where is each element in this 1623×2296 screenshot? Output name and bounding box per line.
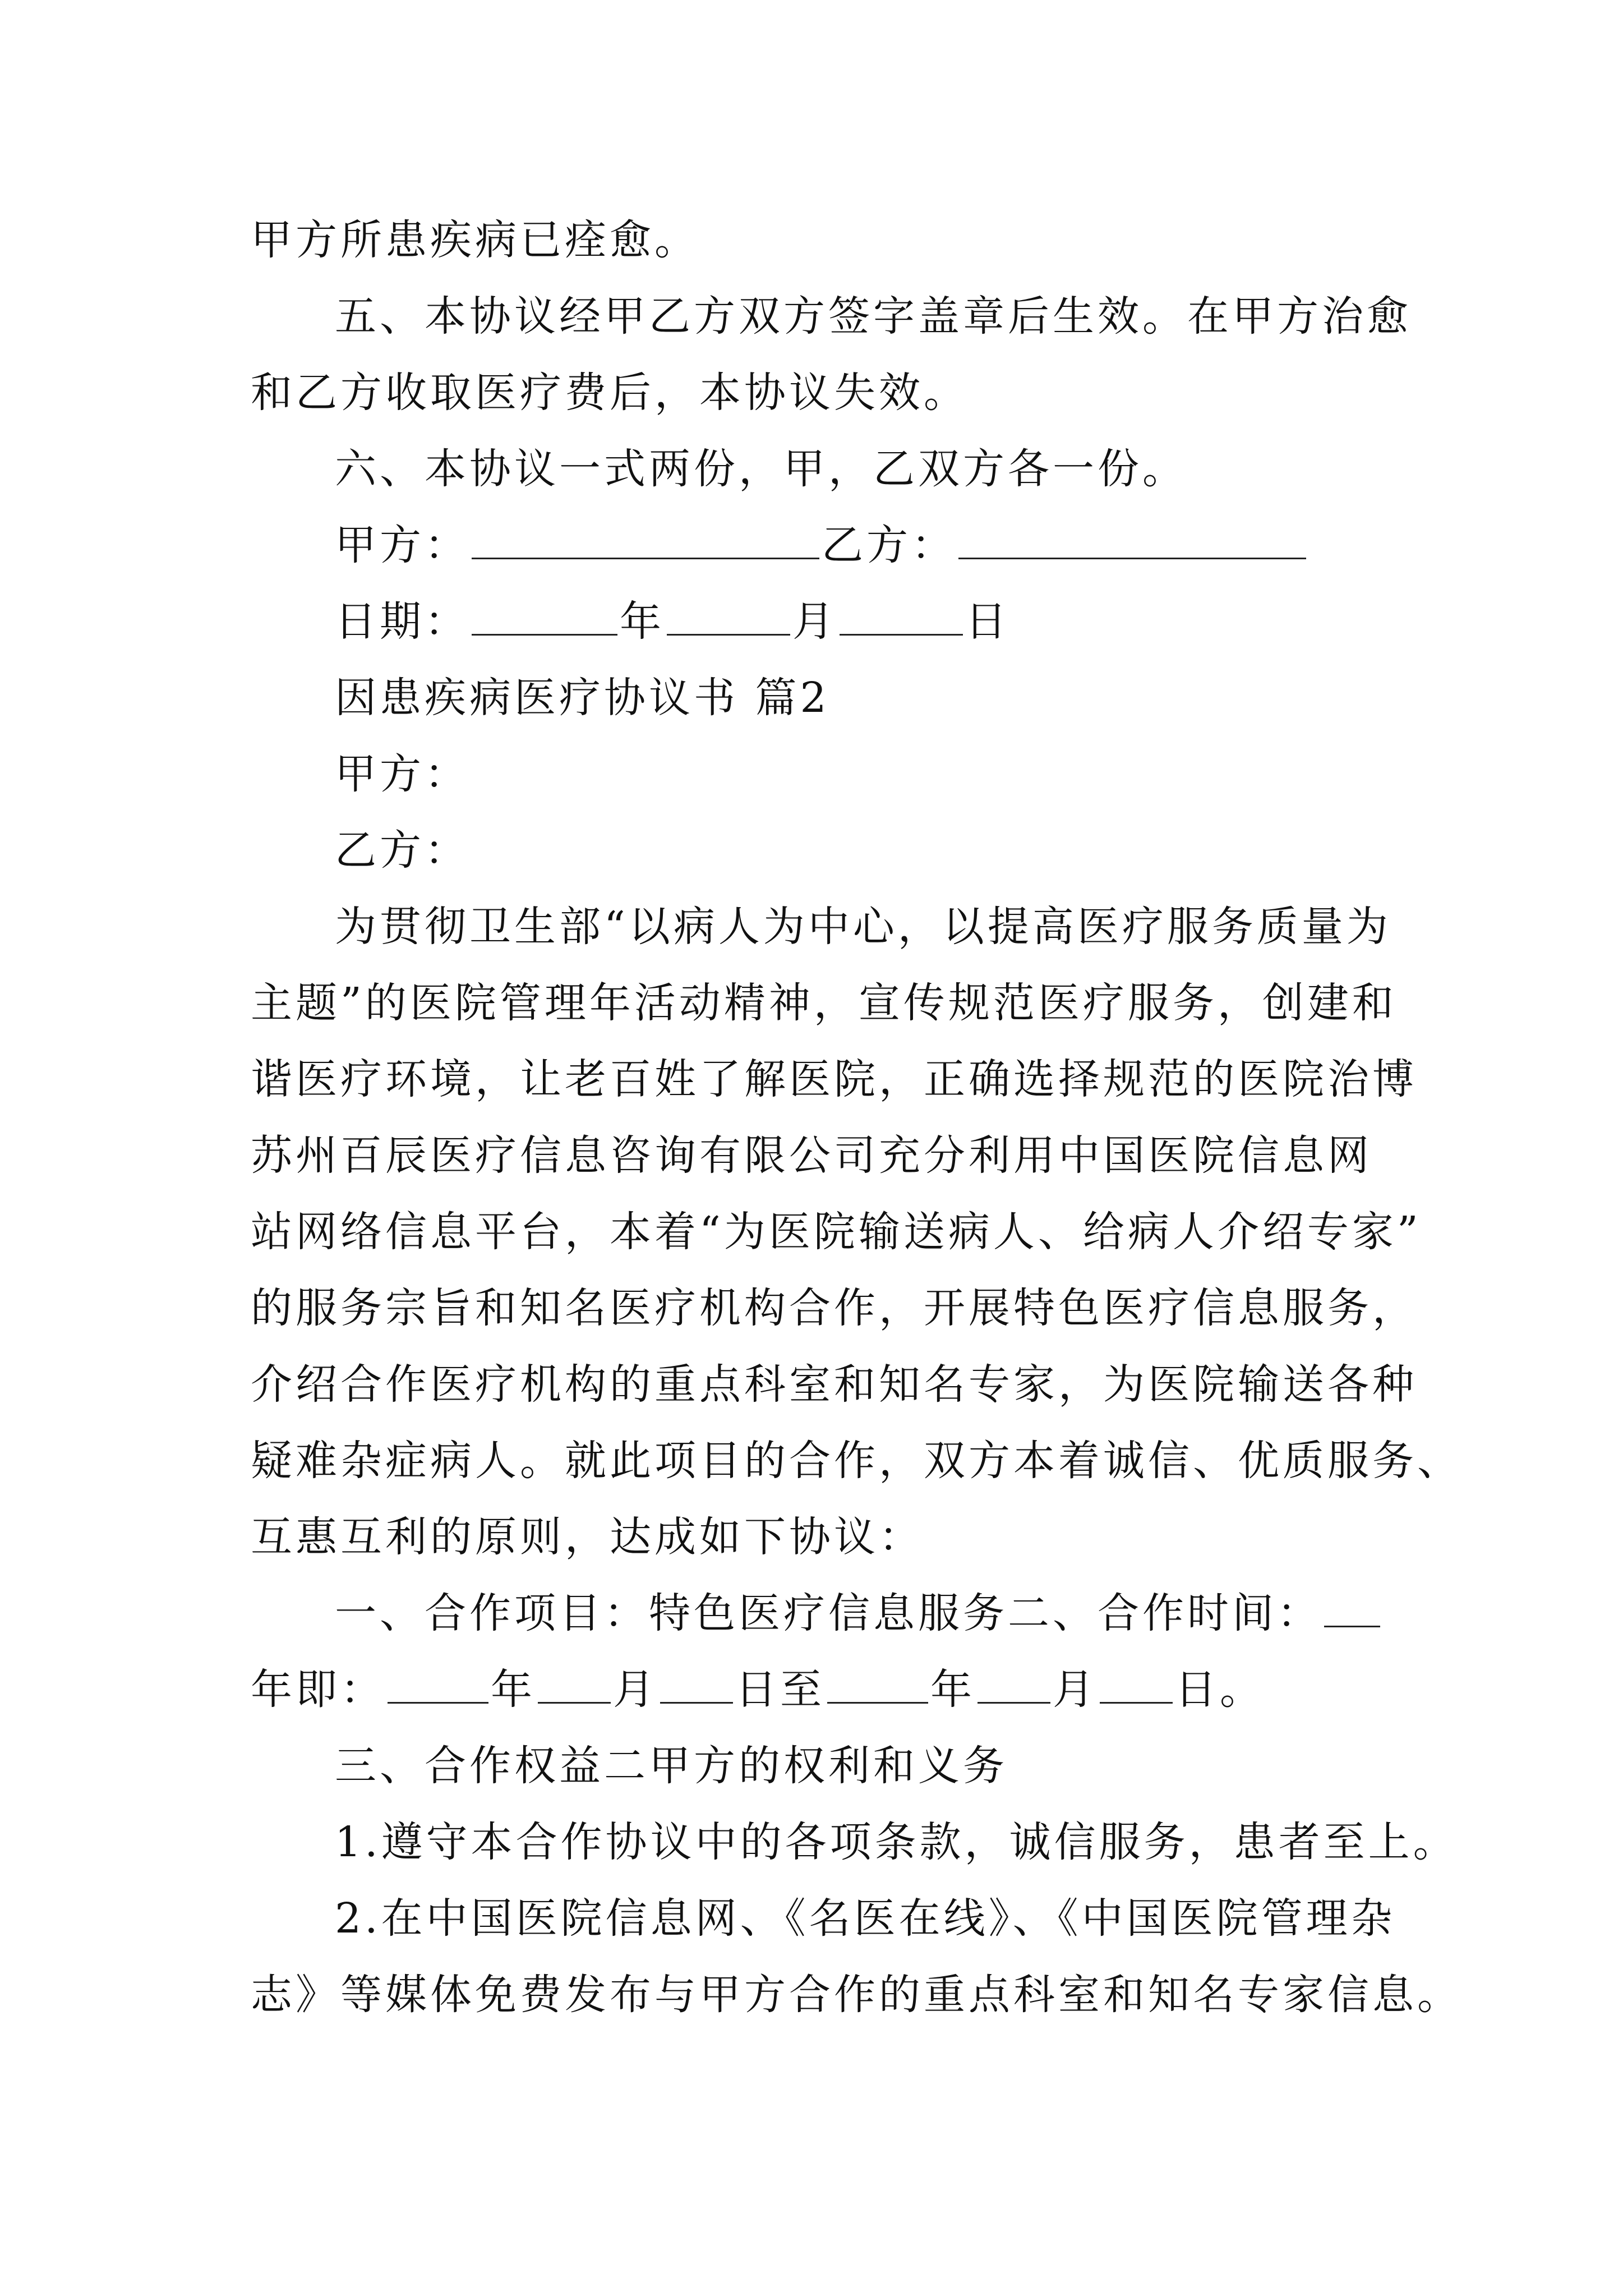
paragraph-line: 六、本协议一式两份，甲，乙双方各一份。 [335,445,1187,493]
paragraph-line: 志》等媒体免费发布与甲方合作的重点科室和知名专家信息。 [251,1971,1462,2019]
end-day-blank [1100,1666,1173,1704]
paragraph-line: 谐医疗环境，让老百姓了解医院，正确选择规范的医院治博 [251,1055,1417,1103]
paragraph-line: 1.遵守本合作协议中的各项条款，诚信服务，患者至上。 [335,1818,1458,1866]
paragraph-line: 三、合作权益二甲方的权利和义务 [335,1742,1008,1790]
end-year-label: 年 [930,1665,975,1714]
document-body [251,202,1462,2033]
paragraph-line: 2.在中国医院信息网、《名医在线》、《中国医院管理杂 [335,1894,1396,1943]
day-label: 日 [965,597,1010,646]
signature-line [251,507,1378,583]
party-a-line: 甲方： [335,750,469,798]
period-start-label: 年即： [251,1665,385,1714]
start-day-label: 日至 [735,1665,825,1714]
end-month-blank [978,1666,1050,1704]
cooperation-years-blank [1324,1590,1380,1627]
paragraph-line: 为贯彻卫生部“以病人为中心，以提高医疗服务质量为 [335,903,1391,951]
end-year-blank [827,1666,928,1704]
start-day-blank [660,1666,733,1704]
paragraph-line: 疑难杂症病人。就此项目的合作，双方本着诚信、优质服务、 [251,1437,1462,1485]
party-a-blank [472,522,819,559]
cooperation-line [251,1575,1378,1651]
paragraph-line: 的服务宗旨和知名医疗机构合作，开展特色医疗信息服务， [251,1284,1417,1332]
paragraph-line: 互惠互利的原则，达成如下协议： [251,1513,924,1561]
section-title: 因患疾病医疗协议书 篇2 [335,674,830,722]
year-blank [472,598,617,636]
paragraph-line: 站网络信息平台，本着“为医院输送病人、给病人介绍专家” [251,1208,1422,1256]
date-line [251,583,1378,660]
period-line [251,1651,1378,1728]
paragraph-line: 苏州百辰医疗信息咨询有限公司充分利用中国医院信息网 [251,1131,1372,1180]
party-b-label: 乙方： [822,521,956,569]
paragraph-line: 五、本协议经甲乙方双方签字盖章后生效。在甲方治愈 [335,292,1412,341]
start-year-label: 年 [491,1665,536,1714]
month-label: 月 [792,597,837,646]
end-day-label: 日。 [1175,1665,1265,1714]
paragraph-line: 和乙方收取医疗费后，本协议失效。 [251,369,969,417]
party-b-blank [958,522,1306,559]
start-month-blank [538,1666,611,1704]
day-blank [840,598,963,636]
paragraph-line: 介绍合作医疗机构的重点科室和知名专家，为医院输送各种 [251,1360,1417,1409]
end-month-label: 月 [1053,1665,1098,1714]
cooperation-text: 一、合作项目：特色医疗信息服务二、合作时间： [335,1589,1322,1637]
start-year-blank [388,1666,488,1704]
party-a-label: 甲方： [335,521,469,569]
month-blank [667,598,790,636]
date-label: 日期： [335,597,469,646]
year-label: 年 [620,597,665,646]
paragraph-line: 甲方所患疾病已痊愈。 [251,216,699,264]
start-month-label: 月 [613,1665,658,1714]
paragraph-line: 主题”的医院管理年活动精神，宣传规范医疗服务，创建和 [251,979,1397,1027]
party-b-line: 乙方： [335,826,469,875]
